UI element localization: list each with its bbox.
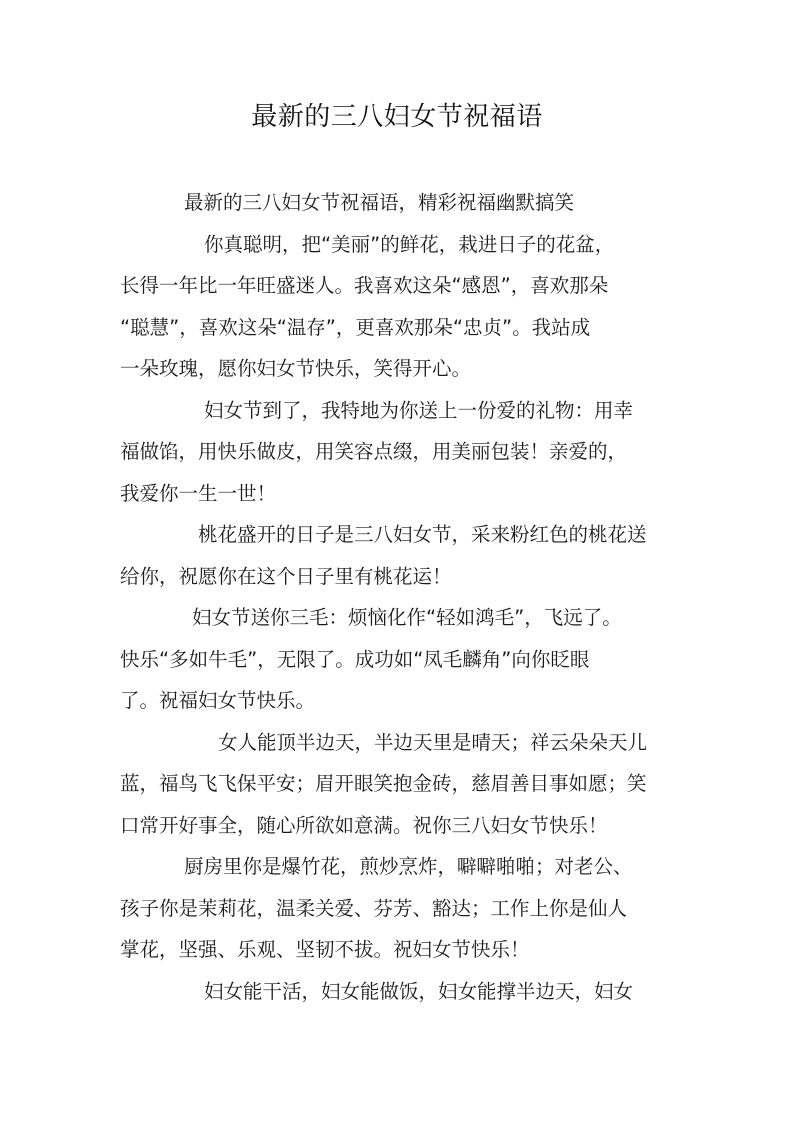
paragraph-line: 你真聪明，把“美丽”的鲜花，栽进日子的花盆，: [204, 232, 615, 256]
paragraph-line: 一朵玫瑰，愿你妇女节快乐，笑得开心。: [120, 357, 472, 380]
paragraph-line: “聪慧”，喜欢这朵“温存”，更喜欢那朵“忠贞”。我站成: [120, 315, 591, 339]
paragraph-line: 掌花，坚强、乐观、坚韧不拔。祝妇女节快乐！: [120, 938, 530, 961]
paragraph-1: [120, 224, 680, 390]
paragraph-line: 妇女能干活，妇女能做饭，妇女能撑半边天，妇女: [204, 979, 634, 1003]
paragraph-line: 了。祝福妇女节快乐。: [120, 689, 316, 712]
paragraph-line: 女人能顶半边天，半边天里是晴天；祥云朵朵天儿: [218, 730, 648, 754]
paragraph-4: [120, 597, 680, 722]
document-subtitle: 最新的三八妇女节祝福语，精彩祝福幽默搞笑: [184, 191, 575, 214]
paragraph-line: 口常开好事全，随心所欲如意满。祝你三八妇女节快乐！: [120, 813, 608, 837]
paragraph-line: 长得一年比一年旺盛迷人。我喜欢这朵“感恩”，喜欢那朵: [120, 274, 609, 297]
paragraph-6: [120, 846, 680, 971]
paragraph-line: 我爱你一生一世！: [120, 481, 277, 505]
paragraph-line: 妇女节送你三毛：烦恼化作“轻如鸿毛”，飞远了。: [192, 606, 622, 629]
paragraph-line: 福做馅，用快乐做皮，用笑容点缀，用美丽包装！亲爱的，: [120, 440, 628, 463]
paragraph-2: [120, 390, 680, 515]
paragraph-line: 蓝，福鸟飞飞保平安；眉开眼笑抱金砖，慈眉善目事如愿；笑: [120, 772, 647, 795]
paragraph-7: [120, 971, 680, 1013]
paragraph-line: 妇女节到了，我特地为你送上一份爱的礼物：用幸: [204, 398, 634, 422]
paragraph-line: 桃花盛开的日子是三八妇女节，采来粉红色的桃花送: [198, 523, 647, 546]
paragraph-line: 孩子你是茉莉花，温柔关爱、芬芳、豁达；工作上你是仙人: [120, 896, 628, 920]
paragraph-line: 给你，祝愿你在这个日子里有桃花运！: [120, 564, 452, 588]
paragraph-line: 快乐“多如牛毛”，无限了。成功如“凤毛麟角”向你眨眼: [120, 647, 590, 671]
document-title: 最新的三八妇女节祝福语: [251, 102, 543, 132]
document-body: [120, 182, 680, 1012]
paragraph-line: 厨房里你是爆竹花，煎炒烹炸，噼噼啪啪；对老公、: [184, 855, 633, 878]
paragraph-3: [120, 514, 680, 597]
paragraph-5: [120, 722, 680, 847]
